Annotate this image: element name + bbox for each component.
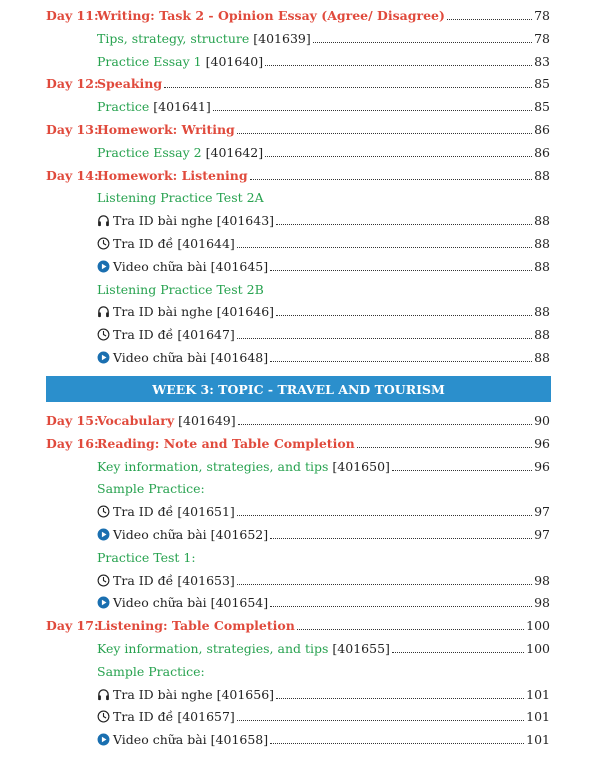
toc-sub-entry xyxy=(46,25,550,47)
resource-text: Tra ID đề [401647] xyxy=(113,327,235,343)
dot-leader xyxy=(313,42,532,43)
resource-label xyxy=(97,304,274,320)
page-number: 78 xyxy=(534,8,550,23)
clock-icon xyxy=(97,237,110,250)
clock-icon xyxy=(97,328,110,341)
group-heading: Sample Practice: xyxy=(97,481,205,497)
dot-leader xyxy=(357,447,532,448)
clock-icon xyxy=(97,710,110,723)
dot-leader xyxy=(297,629,524,630)
resource-text: Tra ID đề [401651] xyxy=(113,504,235,520)
dot-leader xyxy=(265,156,532,157)
toc-group-heading xyxy=(46,184,550,206)
resource-text: Tra ID đề [401644] xyxy=(113,236,235,251)
page-number: 86 xyxy=(534,144,550,160)
resource-text: Video chữa bài [401654] xyxy=(113,595,269,611)
resource-label xyxy=(97,259,268,275)
toc-day-entry xyxy=(46,612,550,634)
toc-day-entry xyxy=(46,70,550,92)
resource-label xyxy=(97,732,268,748)
page-number: 98 xyxy=(534,595,550,611)
dot-leader xyxy=(238,424,532,425)
resource-text: Tra ID bài nghe [401643] xyxy=(113,213,275,229)
day-title: Speaking xyxy=(97,76,163,92)
group-heading: Listening Practice Test 2A xyxy=(97,190,264,206)
resource-label xyxy=(97,595,268,611)
page-number: 97 xyxy=(534,504,550,520)
toc-day-entry xyxy=(46,2,550,24)
sub-title: Tips, strategy, structure xyxy=(97,30,250,46)
day-number: Day 13: xyxy=(46,122,99,137)
dot-leader xyxy=(270,743,524,744)
dot-leader xyxy=(250,179,532,180)
day-title: Listening: Table Completion xyxy=(97,618,295,634)
page-number: 96 xyxy=(534,458,550,474)
resource-id: [401649] xyxy=(178,413,236,428)
dot-leader xyxy=(164,87,532,88)
page-number: 88 xyxy=(534,350,550,365)
sub-title: Practice xyxy=(97,99,150,115)
dot-leader xyxy=(276,224,532,225)
resource-text: Video chữa bài [401645] xyxy=(113,258,269,274)
toc-resource-entry xyxy=(46,521,550,543)
day-title: Homework: Writing xyxy=(97,122,235,137)
toc-group-heading xyxy=(46,544,550,566)
week-banner xyxy=(46,376,551,402)
headphones-icon xyxy=(97,688,110,701)
toc-resource-entry xyxy=(46,589,550,611)
play-icon xyxy=(97,260,110,273)
resource-label xyxy=(97,213,274,229)
resource-id: [401640] xyxy=(205,53,264,69)
toc-sub-entry xyxy=(46,139,550,161)
toc-resource-entry xyxy=(46,230,550,252)
page-number: 100 xyxy=(526,618,550,634)
resource-text: Tra ID bài nghe [401646] xyxy=(113,304,275,320)
toc-resource-entry xyxy=(46,321,550,343)
week-banner-title: WEEK 3: TOPIC - TRAVEL AND TOURISM xyxy=(152,381,445,397)
resource-text: Video chữa bài [401658] xyxy=(113,732,269,748)
page-number: 98 xyxy=(534,572,550,588)
toc-resource-entry xyxy=(46,344,550,366)
page-number: 88 xyxy=(534,213,550,229)
resource-label xyxy=(97,709,235,725)
sub-title: Key information, strategies, and tips xyxy=(97,458,329,474)
dot-leader xyxy=(276,315,532,316)
page-number: 83 xyxy=(534,53,550,69)
day-title: Reading: Note and Table Completion xyxy=(97,435,355,451)
sub-title: Key information, strategies, and tips xyxy=(97,641,329,656)
clock-icon xyxy=(97,505,110,518)
dot-leader xyxy=(237,133,532,134)
dot-leader xyxy=(237,720,524,721)
toc-day-entry xyxy=(46,407,550,429)
resource-text: Tra ID bài nghe [401656] xyxy=(113,686,275,702)
dot-leader xyxy=(270,538,532,539)
toc-resource-entry xyxy=(46,498,550,520)
dot-leader xyxy=(392,652,524,653)
toc-resource-entry xyxy=(46,253,550,275)
page-number: 100 xyxy=(526,641,550,656)
page-number: 88 xyxy=(534,258,550,274)
resource-label xyxy=(97,573,235,589)
dot-leader xyxy=(237,247,532,248)
toc-resource-entry xyxy=(46,567,550,589)
dot-leader xyxy=(213,110,532,111)
page-number: 101 xyxy=(526,732,550,748)
clock-icon xyxy=(97,574,110,587)
group-heading: Practice Test 1: xyxy=(97,549,196,565)
toc-group-heading xyxy=(46,658,550,680)
toc-sub-entry xyxy=(46,635,550,657)
sub-title: Practice Essay 2 xyxy=(97,144,202,160)
toc-resource-entry xyxy=(46,703,550,725)
day-number: Day 15: xyxy=(46,413,99,428)
day-number: Day 17: xyxy=(46,618,99,634)
dot-leader xyxy=(447,19,532,20)
resource-id: [401642] xyxy=(205,144,264,160)
page-number: 96 xyxy=(534,435,550,451)
day-title: Vocabulary xyxy=(97,413,175,428)
page-number: 88 xyxy=(534,236,550,251)
resource-label xyxy=(97,527,268,543)
dot-leader xyxy=(270,270,532,271)
resource-id: [401639] xyxy=(253,30,311,46)
day-number: Day 14: xyxy=(46,167,99,183)
day-title: Homework: Listening xyxy=(97,167,248,183)
page-number: 90 xyxy=(534,413,550,428)
day-number: Day 12: xyxy=(46,76,99,92)
resource-label xyxy=(97,504,235,520)
resource-id: [401650] xyxy=(332,458,390,474)
resource-text: Video chữa bài [401652] xyxy=(113,527,269,542)
page-number: 88 xyxy=(534,327,550,343)
dot-leader xyxy=(265,65,532,66)
dot-leader xyxy=(237,584,532,585)
dot-leader xyxy=(270,606,532,607)
resource-label xyxy=(97,687,274,703)
toc-group-heading xyxy=(46,475,550,497)
page-number: 101 xyxy=(526,686,550,702)
toc-group-heading xyxy=(46,276,550,298)
resource-label xyxy=(97,236,235,252)
page-number: 88 xyxy=(534,304,550,320)
sub-title: Practice Essay 1 xyxy=(97,53,202,69)
resource-id: [401641] xyxy=(153,99,211,115)
dot-leader xyxy=(270,361,532,362)
group-heading: Listening Practice Test 2B xyxy=(97,281,264,297)
toc-sub-entry xyxy=(46,48,550,70)
page-number: 88 xyxy=(534,167,550,183)
resource-label xyxy=(97,350,268,366)
toc-resource-entry xyxy=(46,726,550,748)
dot-leader xyxy=(392,470,532,471)
dot-leader xyxy=(276,698,524,699)
play-icon xyxy=(97,733,110,746)
toc-resource-entry xyxy=(46,207,550,229)
toc-day-entry xyxy=(46,162,550,184)
page-number: 86 xyxy=(534,122,550,137)
resource-text: Tra ID đề [401653] xyxy=(113,572,235,588)
play-icon xyxy=(97,528,110,541)
page-number: 101 xyxy=(526,709,550,725)
day-title: Writing: Task 2 - Opinion Essay (Agree/ Disagree) xyxy=(97,8,445,23)
day-number: Day 16: xyxy=(46,435,99,451)
resource-id: [401655] xyxy=(332,641,390,656)
resource-text: Tra ID đề [401657] xyxy=(113,709,235,725)
page-number: 85 xyxy=(534,99,550,115)
toc-day-entry xyxy=(46,116,550,138)
headphones-icon xyxy=(97,214,110,227)
toc-sub-entry xyxy=(46,93,550,115)
day-number: Day 11: xyxy=(46,8,99,23)
toc-day-entry xyxy=(46,430,550,452)
play-icon xyxy=(97,351,110,364)
dot-leader xyxy=(237,515,532,516)
page-number: 85 xyxy=(534,76,550,92)
dot-leader xyxy=(237,338,532,339)
page-number: 97 xyxy=(534,527,550,542)
page-number: 78 xyxy=(534,30,550,46)
toc-sub-entry xyxy=(46,453,550,475)
toc-resource-entry xyxy=(46,681,550,703)
headphones-icon xyxy=(97,305,110,318)
resource-text: Video chữa bài [401648] xyxy=(113,350,269,365)
toc-resource-entry xyxy=(46,298,550,320)
resource-label xyxy=(97,327,235,343)
play-icon xyxy=(97,596,110,609)
group-heading: Sample Practice: xyxy=(97,663,205,679)
